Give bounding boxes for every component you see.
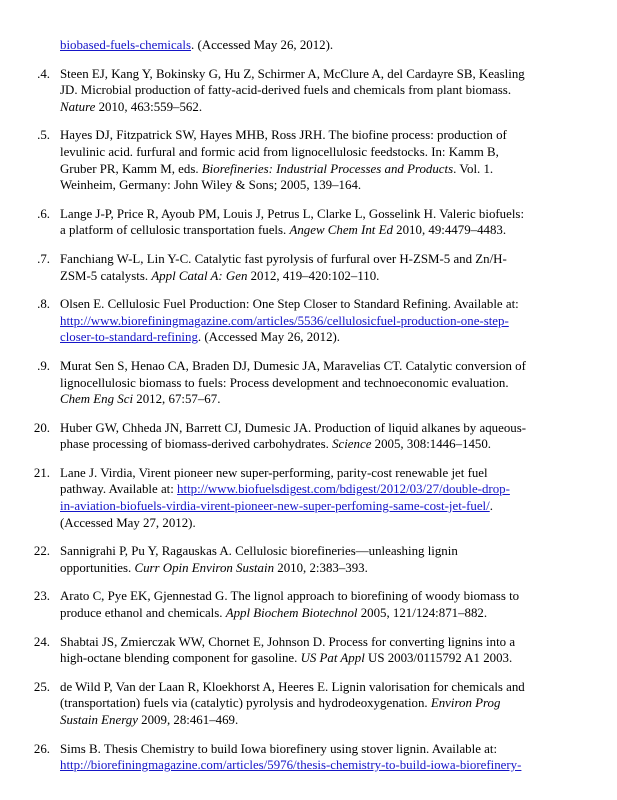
reference-segment: levulinic acid. furfural and formic acid from lignocellulosic feedstocks. In: Kamm B, [60, 144, 499, 159]
reference-line [60, 634, 585, 651]
reference-link[interactable]: closer-to-standard-refining [60, 330, 198, 345]
reference-text [60, 206, 585, 239]
reference-segment: US 2003/0115792 A1 2003. [364, 651, 513, 666]
reference-segment: Hayes DJ, Fitzpatrick SW, Hayes MHB, Ross JRH. The biofine process: production of [60, 128, 507, 143]
reference-line [60, 251, 585, 268]
reference-segment: (transportation) fuels via (catalytic) pyrolysis and hydrodeoxygenation. [60, 696, 431, 711]
reference-line [60, 420, 585, 437]
reference-line [60, 127, 585, 144]
reference-line [60, 543, 585, 560]
reference-line [60, 436, 585, 453]
reference-line [60, 37, 585, 54]
reference-text [60, 127, 585, 193]
reference-segment: 2005, 308:1446–1450. [371, 437, 492, 452]
reference-text [60, 358, 585, 408]
reference-segment: phase processing of biomass-derived carbohydrates. [60, 437, 333, 452]
reference-number: 25. [33, 679, 50, 694]
reference-line [60, 177, 585, 194]
reference-segment: 2005, 121/124:871–882. [357, 606, 488, 621]
reference-number: .7. [37, 251, 50, 266]
reference-entry [0, 358, 585, 408]
reference-segment: Huber GW, Chheda JN, Barrett CJ, Dumesic JA. Production of liquid alkanes by aqueous- [60, 420, 527, 435]
reference-entry [0, 679, 585, 729]
reference-text [60, 66, 585, 116]
reference-text [60, 543, 585, 576]
reference-line [60, 515, 585, 532]
reference-line [60, 695, 585, 712]
reference-line [60, 161, 585, 178]
reference-segment: 2010, 463:559–562. [95, 99, 203, 114]
reference-entry [0, 741, 585, 774]
reference-text [60, 741, 585, 774]
reference-text [60, 465, 585, 531]
reference-list [0, 37, 617, 786]
journal-title: Appl Biochem Biotechnol [225, 606, 358, 621]
reference-link[interactable]: http://biorefiningmagazine.com/articles/5976/thesis-chemistry-to-build-iowa-biorefinery- [60, 758, 522, 773]
reference-entry [0, 296, 585, 346]
reference-segment: . (Accessed May 26, 2012). [197, 330, 341, 345]
journal-title: Biorefineries: Industrial Processes and Products [201, 161, 454, 176]
reference-segment: opportunities. [60, 560, 135, 575]
reference-entry [0, 127, 585, 193]
reference-link[interactable]: biobased-fuels-chemicals [60, 38, 192, 52]
reference-line [60, 358, 585, 375]
reference-line [60, 679, 585, 696]
reference-segment: . [489, 499, 493, 514]
reference-text [60, 679, 585, 729]
reference-entry [0, 634, 585, 667]
reference-line [60, 650, 585, 667]
reference-entry [0, 206, 585, 239]
reference-number: 24. [33, 634, 50, 649]
reference-number: .4. [37, 66, 50, 81]
reference-segment: Shabtai JS, Zmierczak WW, Chornet E, Johnson D. Process for converting lignins into a [60, 634, 516, 649]
reference-line [60, 296, 585, 313]
reference-line [60, 605, 585, 622]
reference-text [60, 634, 585, 667]
reference-line [60, 144, 585, 161]
reference-line [60, 588, 585, 605]
journal-title: Curr Opin Environ Sustain [134, 560, 275, 575]
reference-segment: 2010, 49:4479–4483. [392, 223, 507, 238]
reference-text [60, 296, 585, 346]
reference-line [60, 712, 585, 729]
reference-segment: Fanchiang W-L, Lin Y-C. Catalytic fast pyrolysis of furfural over H-ZSM-5 and Zn/H- [60, 251, 507, 266]
reference-segment: ZSM-5 catalysts. [60, 268, 152, 283]
reference-line [60, 222, 585, 239]
reference-line [60, 757, 585, 774]
reference-line [60, 498, 585, 515]
reference-text [60, 588, 585, 621]
reference-segment: Gruber PR, Kamm M, eds. [60, 161, 202, 176]
reference-line [60, 206, 585, 223]
reference-entry [0, 37, 585, 54]
reference-segment: pathway. Available at: [60, 482, 178, 497]
reference-number: .6. [37, 206, 50, 221]
reference-segment: a platform of cellulosic transportation fuels. [60, 223, 290, 238]
reference-segment: Murat Sen S, Henao CA, Braden DJ, Dumesic JA, Maravelias CT. Catalytic conversion of [60, 358, 526, 373]
reference-link[interactable]: http://www.biofuelsdigest.com/bdigest/2012/03/27/double-drop- [177, 482, 510, 497]
journal-title: Science [332, 437, 372, 452]
reference-segment: Sannigrahi P, Pu Y, Ragauskas A. Cellulosic biorefineries—unleashing lignin [60, 544, 458, 559]
reference-segment: Arato C, Pye EK, Gjennestad G. The lignol approach to biorefining of woody biomass to [60, 589, 520, 604]
reference-link[interactable]: http://www.biorefiningmagazine.com/articles/5536/cellulosicfuel-production-one-step- [60, 313, 509, 328]
reference-line [60, 99, 585, 116]
reference-link[interactable]: in-aviation-biofuels-virdia-virent-pioneer-new-super-perfoming-same-cost-jet-fuel/ [60, 499, 490, 514]
reference-segment: . (Accessed May 26, 2012). [191, 38, 334, 52]
reference-segment: Steen EJ, Kang Y, Bokinsky G, Hu Z, Schirmer A, McClure A, del Cardayre SB, Keasling [60, 66, 525, 81]
reference-segment: (Accessed May 27, 2012). [60, 515, 196, 530]
reference-number: .5. [37, 128, 50, 143]
reference-segment: Sims B. Thesis Chemistry to build Iowa biorefinery using stover lignin. Available at: [60, 741, 498, 756]
reference-number: 22. [33, 544, 50, 559]
reference-segment: . Vol. 1. [453, 161, 494, 176]
journal-title: Environ Prog [430, 696, 501, 711]
reference-text [60, 420, 585, 453]
reference-line [60, 313, 585, 330]
reference-entry [0, 420, 585, 453]
reference-line [60, 66, 585, 83]
reference-number: 23. [33, 589, 50, 604]
reference-segment: Lane J. Virdia, Virent pioneer new super-performing, parity-cost renewable jet fuel [60, 465, 488, 480]
reference-segment: 2012, 419–420:102–110. [247, 268, 380, 283]
reference-number: 20. [33, 420, 50, 435]
reference-segment: Weinheim, Germany: John Wiley & Sons; 2005, 139–164. [60, 178, 362, 193]
reference-segment: produce ethanol and chemicals. [60, 606, 226, 621]
reference-number: .9. [37, 358, 50, 373]
reference-line [60, 82, 585, 99]
reference-text [60, 251, 585, 284]
reference-number: 26. [33, 741, 50, 756]
reference-segment: JD. Microbial production of fatty-acid-derived fuels and chemicals from plant biomass. [60, 83, 512, 98]
reference-entry [0, 66, 585, 116]
reference-number: .8. [37, 297, 50, 312]
reference-segment: Olsen E. Cellulosic Fuel Production: One Step Closer to Standard Refining. Available at: [60, 297, 519, 312]
reference-segment: 2012, 67:57–67. [133, 392, 221, 407]
reference-line [60, 481, 585, 498]
reference-entry [0, 251, 585, 284]
journal-title: US Pat Appl [300, 651, 365, 666]
reference-segment: lignocellulosic biomass to fuels: Process development and technoeconomic evaluation. [60, 375, 509, 390]
reference-entry [0, 465, 585, 531]
reference-segment: 2010, 2:383–393. [274, 560, 368, 575]
reference-segment: de Wild P, Van der Laan R, Kloekhorst A, Heeres E. Lignin valorisation for chemicals and [60, 679, 525, 694]
reference-line [60, 375, 585, 392]
reference-number: 21. [33, 465, 50, 480]
reference-text [60, 37, 585, 54]
reference-line [60, 741, 585, 758]
journal-title: Chem Eng Sci [60, 392, 134, 407]
reference-segment: 2009, 28:461–469. [137, 713, 239, 727]
reference-entry [0, 543, 585, 576]
reference-line [60, 560, 585, 577]
journal-title: Angew Chem Int Ed [289, 223, 393, 238]
reference-line [60, 391, 585, 408]
reference-line [60, 329, 585, 346]
reference-segment: high-octane blending component for gasoline. [60, 651, 301, 666]
journal-title: Appl Catal A: Gen [151, 268, 248, 283]
journal-title: Nature [60, 99, 96, 114]
reference-line [60, 465, 585, 482]
reference-segment: Lange J-P, Price R, Ayoub PM, Louis J, Petrus L, Clarke L, Gosselink H. Valeric biofuels: [60, 206, 525, 221]
reference-entry [0, 588, 585, 621]
journal-title: Sustain Energy [60, 713, 138, 727]
reference-line [60, 268, 585, 285]
